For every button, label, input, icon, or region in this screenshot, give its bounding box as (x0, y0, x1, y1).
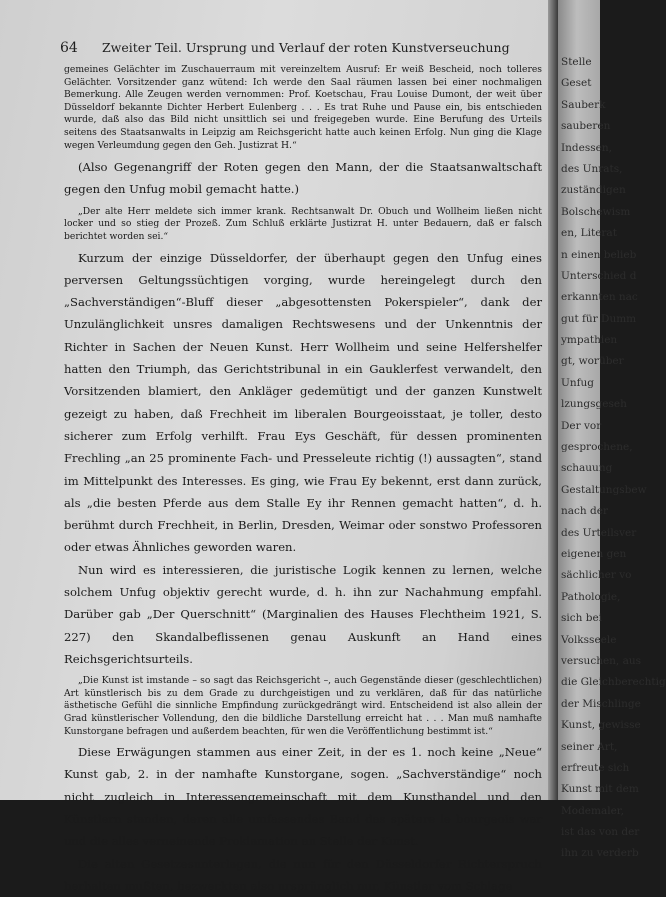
facing-page-line: sich bei (561, 612, 603, 625)
page-number: 64 (60, 40, 78, 56)
facing-page-line: Kunst mit dem (561, 783, 639, 796)
facing-page-line: ympathien (561, 334, 618, 347)
facing-page-line: schauung (561, 462, 613, 475)
facing-page-line: Der vor (561, 419, 602, 432)
facing-page-line: Unfug (561, 376, 594, 389)
page-body (64, 64, 542, 897)
facing-page-line: sauberen (561, 120, 611, 133)
facing-page-line: Pathologie, (561, 590, 621, 603)
quote-paragraph-1: gemeines Gelächter im Zuschauerraum mit vereinzeltem Ausruf: Er weiß Bescheid, noch tolleres Gelächter. Vorsitzender ganz wütend: Ich werde den Saal räumen lassen bei einer nochmaligen Bemerkung. Alle Zeugen werden vernommen: Prof. Koetschau, Frau Louise Dumont, der weit über Düsseldorf bekannte Dichter Herbert Eulenberg . . . Es trat Ruhe und Pause ein, bis entschieden wurde, daß also das Bild nicht unsittlich sei und freigegeben wurde. Eine Berufung des Urteils seitens des Staatsanwalts in Leipzig am Reichsgericht hatte auch keinen Erfolg. Nun ging die Klage wegen Verleumdung gegen den Geh. Justizrat H.“ (64, 64, 542, 151)
facing-page-line: gut für Dumm (561, 312, 637, 325)
facing-page-line: Indessen, (561, 141, 612, 154)
facing-page-line: der Mischlinge (561, 697, 641, 710)
facing-page-line: versuchen, aus (561, 654, 642, 667)
facing-page-line: n einen belieb (561, 248, 637, 261)
quote-paragraph-3: „Die Kunst ist imstande – so sagt das Reichsgericht –, auch Gegenstände dieser (geschlechtlichen) Art künstlerisch bis zu dem Grade zu durchgeistigen und zu verklären, daß für das natürliche ästhetische Gefühl die sinnliche Empfindung zurückgedrängt wird. Entscheidend ist also allein der Grad künstlerischer Vollendung, den die bildliche Darstellung erreicht hat . . . Man muß namhafte Kunstorgane befragen und außerdem beachten, für wen die Veröffentlichung bestimmt ist.“ (64, 675, 542, 737)
body-paragraph-1: Kurzum der einzige Düsseldorfer, der überhaupt gegen den Unfug eines perversen Geltungssüchtigen vorging, wurde hereingelegt durch den „Sachverständigen“-Bluff dieser „abgesottensten Pokerspieler“, dank der Unzulänglichkeit unsres damaligen Rechtswesens und der Unkenntnis der Richter in Sachen der Neuen Kunst. Herr Wollheim und seine Helfershelfer hatten den Triumph, das Gerichtstribunal in ein Gauklerfest verwandelt, den Vorsitzenden blamiert, den Ankläger gedemütigt und der ganzen Kunstwelt gezeigt zu haben, daß Frechheit im liberalen Bourgeoisstaat, je toller, desto sicherer zum Erfolg verhilft. Frau Eys Geschäft, für dessen prominenten Frechling „an 25 prominente Fach- und Presseleute richtig (!) aussagten“, stand im Mittelpunkt des Interesses. Es ging, wie Frau Ey bekennt, erst dann zurück, als „die besten Pferde aus dem Stalle Ey ihr Rennen gemacht hatten“, d. h. berühmt durch Frechheit, in Berlin, Dresden, Weimar oder sonstwo Professoren oder etwas Ähnliches geworden waren. (64, 250, 542, 555)
facing-page-line: zuständigen (561, 184, 626, 197)
facing-page-line: die Gleichberechtig (561, 676, 666, 689)
facing-page-line: sächlicher vo (561, 569, 632, 582)
quote-paragraph-2: „Der alte Herr meldete sich immer krank. Rechtsanwalt Dr. Obuch und Wollheim ließen nicht locker und so stieg der Prozeß. Zum Schluß erklärte Justizrat H. unter Bedauern, daß er falsch berichtet worden sei.“ (64, 205, 542, 242)
facing-page-line: ist das von der (561, 826, 640, 839)
facing-page-line: Bolschewism (561, 205, 631, 218)
body-paragraph-3: Diese Erwägungen stammen aus einer Zeit, in der es 1. noch keine „Neue“ Kunst gab, 2. in der namhafte Kunstorgane, sogen. „Sachverständige“ noch nicht zugleich in Interessengemeinschaft mit dem Kunsthandel und den Künstlern standen, deren alle umfassendes Band das spätere le bourgeois war und die alles verneinende Proklamation an Stelle der Kunst. (64, 745, 542, 849)
facing-page-line: Unterschied d (561, 269, 637, 282)
facing-page-line: erkannten nac (561, 291, 638, 304)
commentary-paragraph: (Also Gegenangriff der Roten gegen den Mann, der die Staatsanwaltschaft gegen den Unfug mobil gemacht hatte.) (64, 160, 542, 197)
facing-page-line: des Urteilsver (561, 526, 637, 539)
facing-page-line: Gestaltungsbew (561, 483, 647, 496)
facing-page-line: nach der (561, 505, 608, 518)
facing-page-line: Volksseele (561, 633, 617, 646)
facing-page-line: eigenen gen (561, 547, 627, 560)
facing-page-line: Stelle (561, 56, 592, 68)
facing-page-line: Modemaler, (561, 804, 624, 817)
facing-page (558, 0, 666, 860)
facing-page-line: gesprochene, (561, 441, 633, 454)
facing-page-line: Geset (561, 77, 592, 90)
body-paragraph-2: Nun wird es interessieren, die juristische Logik kennen zu lernen, welche solchem Unfug objektiv gerecht wurde, d. h. ihn zur Nachahmung empfahl. Darüber gab „Der Querschnitt“ (Marginalien des Hauses Flechtheim 1921, S. 227) den Skandalbeflissenen genau Auskunft an Hand eines Reichsgerichtsurteils. (64, 562, 542, 666)
facing-page-line: erfreute sich (561, 761, 630, 774)
body-paragraph-4: Die alten Gesetzesunterlagen, die nun für den Düsseldorfer Richterspruch herhalten mußten, bezweckten also ursprünglich nur, Künstler vom Schlage (64, 856, 542, 893)
facing-page-line: Kunst, gewisse (561, 719, 641, 732)
facing-page-line: gt, worüber (561, 355, 624, 368)
facing-page-line: lzungsgeseh (561, 398, 627, 411)
facing-page-text (558, 0, 666, 865)
facing-page-line: Sauberk (561, 98, 606, 111)
facing-page-line: ihn zu verderb (561, 847, 639, 860)
page-header (60, 40, 540, 56)
running-title: Zweiter Teil. Ursprung und Verlauf der roten Kunstverseuchung (102, 40, 510, 55)
facing-page-line: seiner Art, (561, 740, 618, 753)
facing-page-line: des Unrats, (561, 162, 623, 175)
book-gutter (548, 0, 558, 800)
facing-page-line: en, Literat (561, 227, 617, 240)
